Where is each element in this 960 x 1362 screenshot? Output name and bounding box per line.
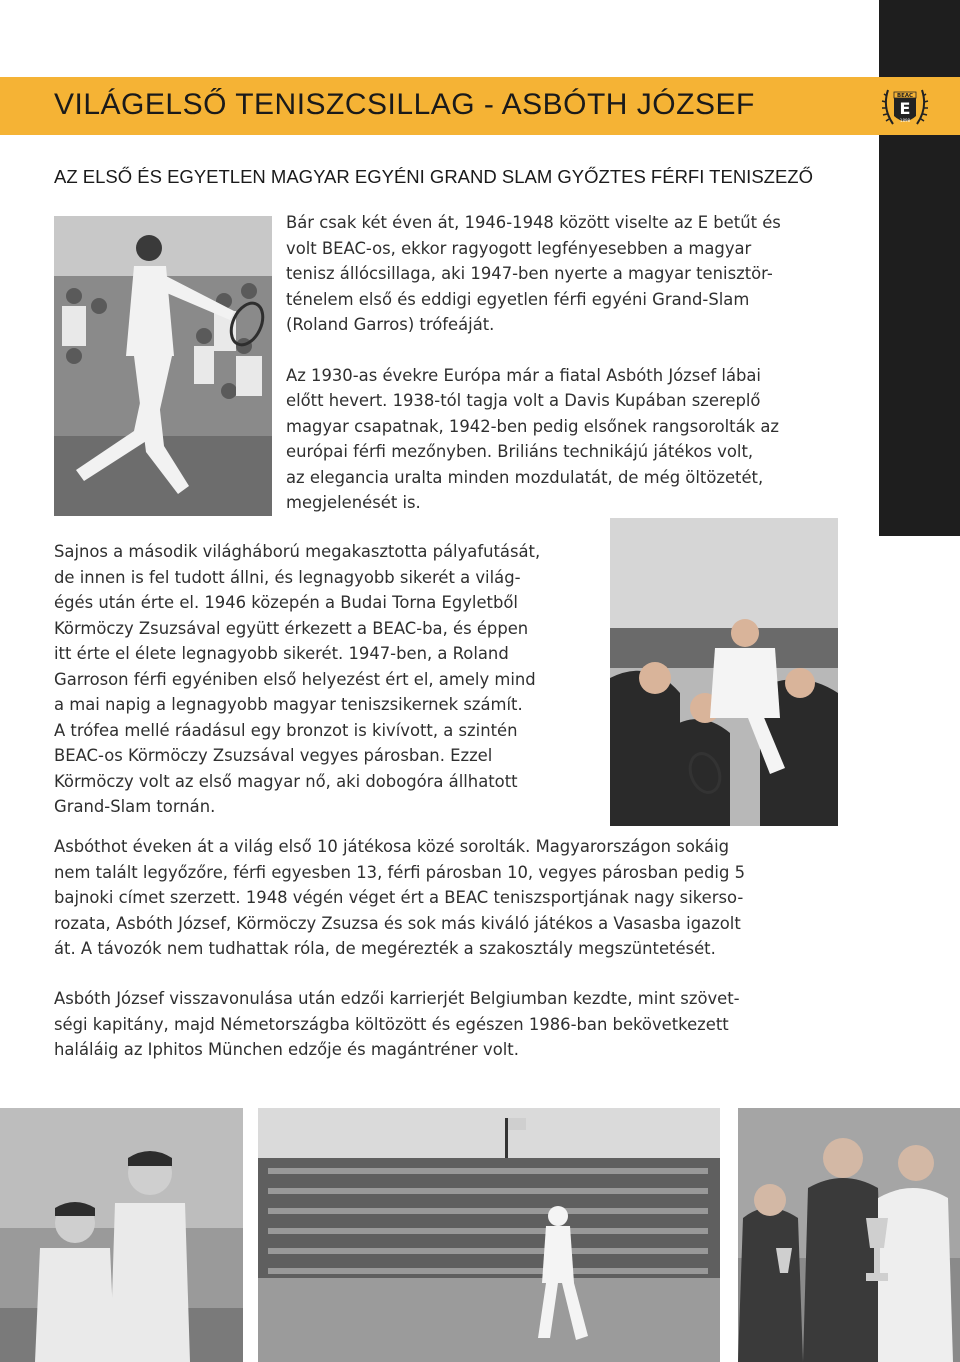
intro-line: Bár csak két éven át, 1946-1948 között viselte az E betűt és	[286, 213, 781, 232]
intro-line: megjelenését is.	[286, 493, 421, 512]
intro-line: előtt hevert. 1938-tól tagja volt a Davis Kupában szereplő	[286, 391, 761, 410]
ranking-text-block	[54, 834, 854, 962]
war-line: itt érte el élete legnagyobb sikerét. 1947-ben, a Roland	[54, 644, 509, 663]
war-line: Sajnos a második világháború megakasztotta pályafutását,	[54, 542, 541, 561]
ranking-line: Asbóthot éveken át a világ első 10 játékosa közé sorolták. Magyarországon sokáig	[54, 837, 730, 856]
intro-line: tenisz állócsillaga, aki 1947-ben nyerte a magyar tenisztör-	[286, 264, 773, 283]
intro-line: európai férfi mezőnyben. Briliáns technikájú játékos volt,	[286, 442, 754, 461]
ranking-line: bajnoki címet szerzett. 1948 végén véget ért a BEAC teniszsportjának nagy sikerso-	[54, 888, 744, 907]
logo-year: 1898	[899, 118, 911, 123]
photo-mixed-doubles-pair	[0, 1108, 243, 1362]
war-text-block	[54, 539, 604, 820]
intro-line: az elegancia uralta minden mozdulatát, de még öltözetét,	[286, 467, 764, 487]
war-line: Garroson férfi egyéniben első helyezést ért el, amely mind	[54, 669, 536, 689]
intro-line: Az 1930-as évekre Európa már a fiatal Asbóth József lábai	[286, 365, 761, 385]
later-line: Asbóth József visszavonulása után edzői karrierjét Belgiumban kezdte, mint szövet-	[54, 989, 740, 1008]
war-line: de innen is fel tudott állni, és legnagyobb sikerét a világ-	[54, 567, 521, 587]
intro-line: volt BEAC-os, ekkor ragyogott legfényesebben a magyar	[286, 238, 752, 258]
intro-line: (Roland Garros) trófeáját.	[286, 315, 495, 334]
intro-paragraph-2	[286, 363, 846, 516]
war-line: A trófea mellé ráadásul egy bronzot is kivívott, a szintén	[54, 720, 518, 740]
intro-line: ténelem első és eddigi egyetlen férfi egyéni Grand-Slam	[286, 289, 750, 309]
war-line: Körmöczy volt az első magyar nő, aki dobogóra állhatott	[54, 771, 518, 791]
war-paragraph	[54, 539, 604, 820]
war-line: Grand-Slam tornán.	[54, 797, 216, 816]
later-line: haláláig az Iphitos München edzője és magántréner volt.	[54, 1040, 519, 1059]
later-text-block	[54, 986, 854, 1063]
ranking-line: át. A távozók nem tudhattak róla, de megérezték a szakosztály megszüntetését.	[54, 939, 716, 958]
page-title: VILÁGELSŐ TENISZCSILLAG - ASBÓTH JÓZSEF	[54, 88, 755, 121]
war-line: Körmöczy Zsuzsával együtt érkezett a BEAC-ba, és éppen	[54, 618, 529, 638]
later-paragraph	[54, 986, 854, 1063]
photo-player-lunge	[54, 216, 272, 516]
later-line: ségi kapitány, majd Németországba költözött és egészen 1986-ban bekövetkezett	[54, 1014, 729, 1034]
photo-match-crowd	[258, 1108, 720, 1362]
photo-trophy-group	[738, 1108, 960, 1362]
beac-logo-icon	[879, 80, 931, 132]
logo-top-text: BEAC	[897, 93, 913, 99]
ranking-line: rozata, Asbóth József, Körmöczy Zsuzsa és sok más kiváló játékos a Vasasba igazolt	[54, 913, 741, 933]
intro-paragraph-1	[286, 210, 846, 338]
page-subtitle: AZ ELSŐ ÉS EGYETLEN MAGYAR EGYÉNI GRAND SLAM GYŐZTES FÉRFI TENISZEZŐ	[54, 166, 813, 187]
ranking-line: nem talált legyőzőre, férfi egyesben 13, férfi párosban 10, vegyes párosban pedig 5	[54, 862, 745, 882]
war-line: BEAC-os Körmöczy Zsuzsával vegyes párosban. Ezzel	[54, 746, 493, 765]
intro-text-block	[286, 210, 846, 516]
war-line: a mai napig a legnagyobb magyar teniszsikernek számít.	[54, 695, 523, 714]
intro-line: magyar csapatnak, 1942-ben pedig elsőnek rangsorolták az	[286, 416, 779, 436]
logo-letter: E	[899, 99, 911, 118]
photo-celebration-crowd	[610, 518, 838, 826]
war-line: égés után érte el. 1946 közepén a Budai Torna Egyletből	[54, 593, 518, 612]
ranking-paragraph	[54, 834, 854, 962]
